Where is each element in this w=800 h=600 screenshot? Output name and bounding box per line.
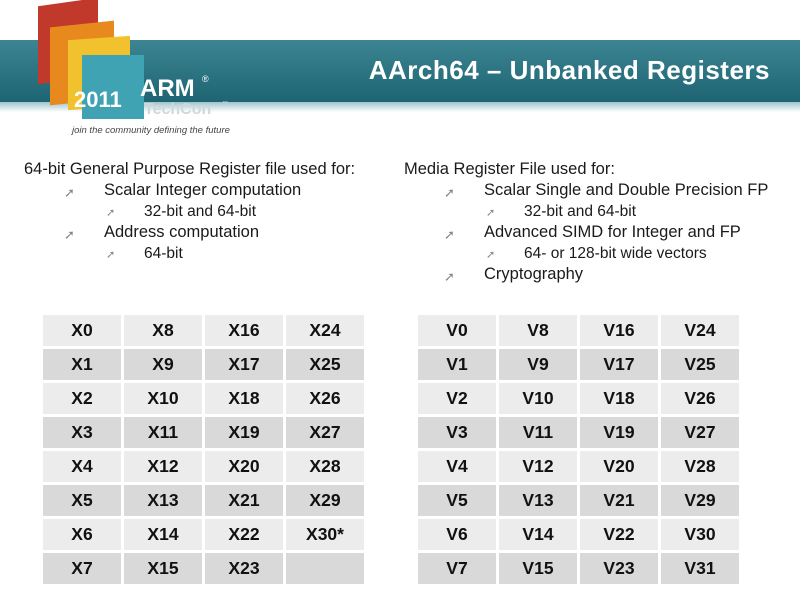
slide-title: AArch64 – Unbanked Registers xyxy=(368,55,770,85)
media-register-cell: V2 xyxy=(418,383,496,414)
logo-brand: ARM xyxy=(140,75,195,102)
logo-trademark: ™ xyxy=(222,101,228,107)
media-register-cell: V25 xyxy=(661,349,739,380)
gp-register-cell: X9 xyxy=(124,349,202,380)
media-register-table xyxy=(415,312,742,587)
media-register-cell: V1 xyxy=(418,349,496,380)
table-row xyxy=(418,451,739,482)
table-row xyxy=(418,349,739,380)
media-register-cell: V9 xyxy=(499,349,577,380)
logo-event: TechCon xyxy=(144,101,212,118)
media-register-cell: V3 xyxy=(418,417,496,448)
media-register-description xyxy=(404,158,794,285)
sub-bullet-item xyxy=(404,201,794,222)
arrow-up-right-icon: ➚ xyxy=(106,207,116,219)
media-register-cell: V14 xyxy=(499,519,577,550)
sub-bullet-item xyxy=(24,243,394,264)
table-row xyxy=(418,315,739,346)
gp-register-cell: X23 xyxy=(205,553,283,584)
arrow-up-right-icon: ➚ xyxy=(444,185,455,200)
arrow-up-right-icon: ➚ xyxy=(444,227,455,242)
table-row xyxy=(43,349,364,380)
gp-register-cell: X27 xyxy=(286,417,364,448)
gp-register-cell: X3 xyxy=(43,417,121,448)
media-register-cell: V29 xyxy=(661,485,739,516)
media-register-cell: V22 xyxy=(580,519,658,550)
sub-bullet-label: 32-bit and 64-bit xyxy=(144,203,257,220)
gp-register-cell: X20 xyxy=(205,451,283,482)
media-register-cell: V13 xyxy=(499,485,577,516)
media-register-cell: V27 xyxy=(661,417,739,448)
media-register-cell: V15 xyxy=(499,553,577,584)
table-row xyxy=(43,553,364,584)
media-register-cell: V20 xyxy=(580,451,658,482)
sub-bullet-label: 64- or 128-bit wide vectors xyxy=(524,245,707,262)
media-register-cell: V12 xyxy=(499,451,577,482)
gp-heading: 64-bit General Purpose Register file used for: xyxy=(24,160,356,178)
media-register-cell: V10 xyxy=(499,383,577,414)
gp-register-cell: X17 xyxy=(205,349,283,380)
gp-register-cell: X24 xyxy=(286,315,364,346)
bullet-label: Scalar Single and Double Precision FP xyxy=(484,181,769,199)
table-row xyxy=(43,451,364,482)
sub-bullet-item xyxy=(404,243,794,264)
gp-register-cell: X29 xyxy=(286,485,364,516)
table-row xyxy=(43,417,364,448)
logo-year: 2011 xyxy=(74,87,122,112)
gp-register-cell: X12 xyxy=(124,451,202,482)
gp-register-cell: X15 xyxy=(124,553,202,584)
gp-register-cell: X25 xyxy=(286,349,364,380)
gp-register-cell: X28 xyxy=(286,451,364,482)
bullet-label: Advanced SIMD for Integer and FP xyxy=(484,223,741,241)
media-register-cell: V23 xyxy=(580,553,658,584)
gp-register-cell: X22 xyxy=(205,519,283,550)
media-register-cell: V16 xyxy=(580,315,658,346)
gp-register-cell: X4 xyxy=(43,451,121,482)
media-register-cell: V26 xyxy=(661,383,739,414)
media-register-cell: V30 xyxy=(661,519,739,550)
arrow-up-right-icon: ➚ xyxy=(486,207,496,219)
gp-register-cell: X16 xyxy=(205,315,283,346)
media-register-cell: V6 xyxy=(418,519,496,550)
media-register-cell: V17 xyxy=(580,349,658,380)
bullet-item xyxy=(24,180,394,201)
gp-register-cell: X2 xyxy=(43,383,121,414)
media-register-cell: V0 xyxy=(418,315,496,346)
gp-register-cell: X30* xyxy=(286,519,364,550)
table-row xyxy=(43,315,364,346)
table-row xyxy=(418,383,739,414)
arrow-up-right-icon: ➚ xyxy=(444,269,455,284)
arm-techcon-logo xyxy=(10,0,260,145)
bullet-item xyxy=(404,222,794,243)
table-row xyxy=(418,519,739,550)
bullet-item xyxy=(404,264,794,285)
gp-register-cell: X13 xyxy=(124,485,202,516)
gp-register-rows xyxy=(43,315,364,584)
media-register-cell: V28 xyxy=(661,451,739,482)
table-row xyxy=(418,553,739,584)
logo-registered-mark: ® xyxy=(202,74,209,84)
media-register-cell: V4 xyxy=(418,451,496,482)
table-row xyxy=(418,417,739,448)
gp-register-cell: X7 xyxy=(43,553,121,584)
table-row xyxy=(43,383,364,414)
arrow-up-right-icon: ➚ xyxy=(486,249,496,261)
arrow-up-right-icon: ➚ xyxy=(64,185,75,200)
gp-register-cell: X21 xyxy=(205,485,283,516)
gp-register-cell: X1 xyxy=(43,349,121,380)
gp-register-cell: X8 xyxy=(124,315,202,346)
table-row xyxy=(43,519,364,550)
gp-register-cell xyxy=(286,553,364,584)
media-register-cell: V21 xyxy=(580,485,658,516)
media-register-cell: V8 xyxy=(499,315,577,346)
bullet-label: Cryptography xyxy=(484,265,584,283)
table-row xyxy=(43,485,364,516)
media-heading: Media Register File used for: xyxy=(404,160,615,178)
gp-register-cell: X14 xyxy=(124,519,202,550)
sub-bullet-label: 32-bit and 64-bit xyxy=(524,203,637,220)
sub-bullet-label: 64-bit xyxy=(144,245,183,262)
arrow-up-right-icon: ➚ xyxy=(64,227,75,242)
table-row xyxy=(418,485,739,516)
gp-register-description xyxy=(24,158,394,264)
media-register-cell: V5 xyxy=(418,485,496,516)
gp-register-cell: X18 xyxy=(205,383,283,414)
media-register-cell: V11 xyxy=(499,417,577,448)
media-register-cell: V7 xyxy=(418,553,496,584)
media-register-cell: V19 xyxy=(580,417,658,448)
bullet-item xyxy=(24,222,394,243)
gp-register-cell: X6 xyxy=(43,519,121,550)
bullet-label: Scalar Integer computation xyxy=(104,181,302,199)
media-register-cell: V31 xyxy=(661,553,739,584)
gp-register-cell: X19 xyxy=(205,417,283,448)
gp-register-cell: X11 xyxy=(124,417,202,448)
sub-bullet-item xyxy=(24,201,394,222)
bullet-item xyxy=(404,180,794,201)
bullet-label: Address computation xyxy=(104,223,260,241)
gp-register-cell: X10 xyxy=(124,383,202,414)
gp-register-cell: X0 xyxy=(43,315,121,346)
logo-tagline: join the community defining the future xyxy=(72,125,230,136)
gp-register-cell: X26 xyxy=(286,383,364,414)
media-register-rows xyxy=(418,315,739,584)
gp-register-cell: X5 xyxy=(43,485,121,516)
arrow-up-right-icon: ➚ xyxy=(106,249,116,261)
media-register-cell: V24 xyxy=(661,315,739,346)
media-register-cell: V18 xyxy=(580,383,658,414)
gp-register-table xyxy=(40,312,367,587)
